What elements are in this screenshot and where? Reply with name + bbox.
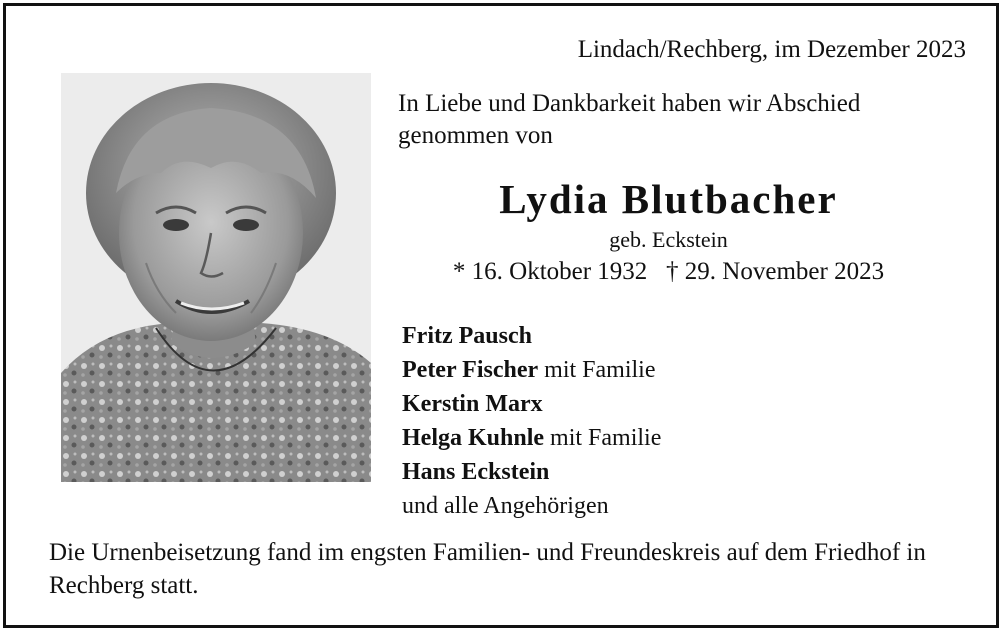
mourner-name: Peter Fischer bbox=[402, 357, 539, 383]
place-date: Lindach/Rechberg, im Dezember 2023 bbox=[577, 36, 966, 63]
mourners-footer: und alle Angehörigen bbox=[402, 493, 609, 519]
portrait-illustration bbox=[61, 73, 371, 482]
intro-line-2: genommen von bbox=[398, 122, 553, 149]
intro-text bbox=[398, 88, 918, 152]
portrait-photo bbox=[61, 73, 371, 482]
mourner-item bbox=[402, 455, 661, 489]
mourner-name: Fritz Pausch bbox=[402, 323, 532, 349]
mourner-name: Hans Eckstein bbox=[402, 459, 550, 485]
intro-line-1: In Liebe und Dankbarkeit haben wir Abschied bbox=[398, 90, 861, 117]
mourner-item bbox=[402, 353, 661, 387]
obituary-notice bbox=[3, 3, 999, 628]
mourner-name: Kerstin Marx bbox=[402, 391, 543, 417]
burial-note: Die Urnenbeisetzung fand im engsten Familien- und Freundeskreis auf dem Friedhof in Rechberg statt. bbox=[49, 539, 926, 599]
maiden-name: geb. Eckstein bbox=[609, 227, 728, 252]
life-dates: * 16. Oktober 1932 † 29. November 2023 bbox=[452, 258, 885, 285]
mourner-item bbox=[402, 319, 661, 353]
mourner-name: Helga Kuhnle bbox=[402, 425, 545, 451]
mourner-item bbox=[402, 421, 661, 455]
mourner-suffix: mit Familie bbox=[544, 425, 662, 451]
mourners-list bbox=[402, 319, 661, 523]
mourner-suffix: mit Familie bbox=[538, 357, 656, 383]
deceased-name: Lydia Blutbacher bbox=[499, 176, 838, 222]
mourner-item bbox=[402, 387, 661, 421]
